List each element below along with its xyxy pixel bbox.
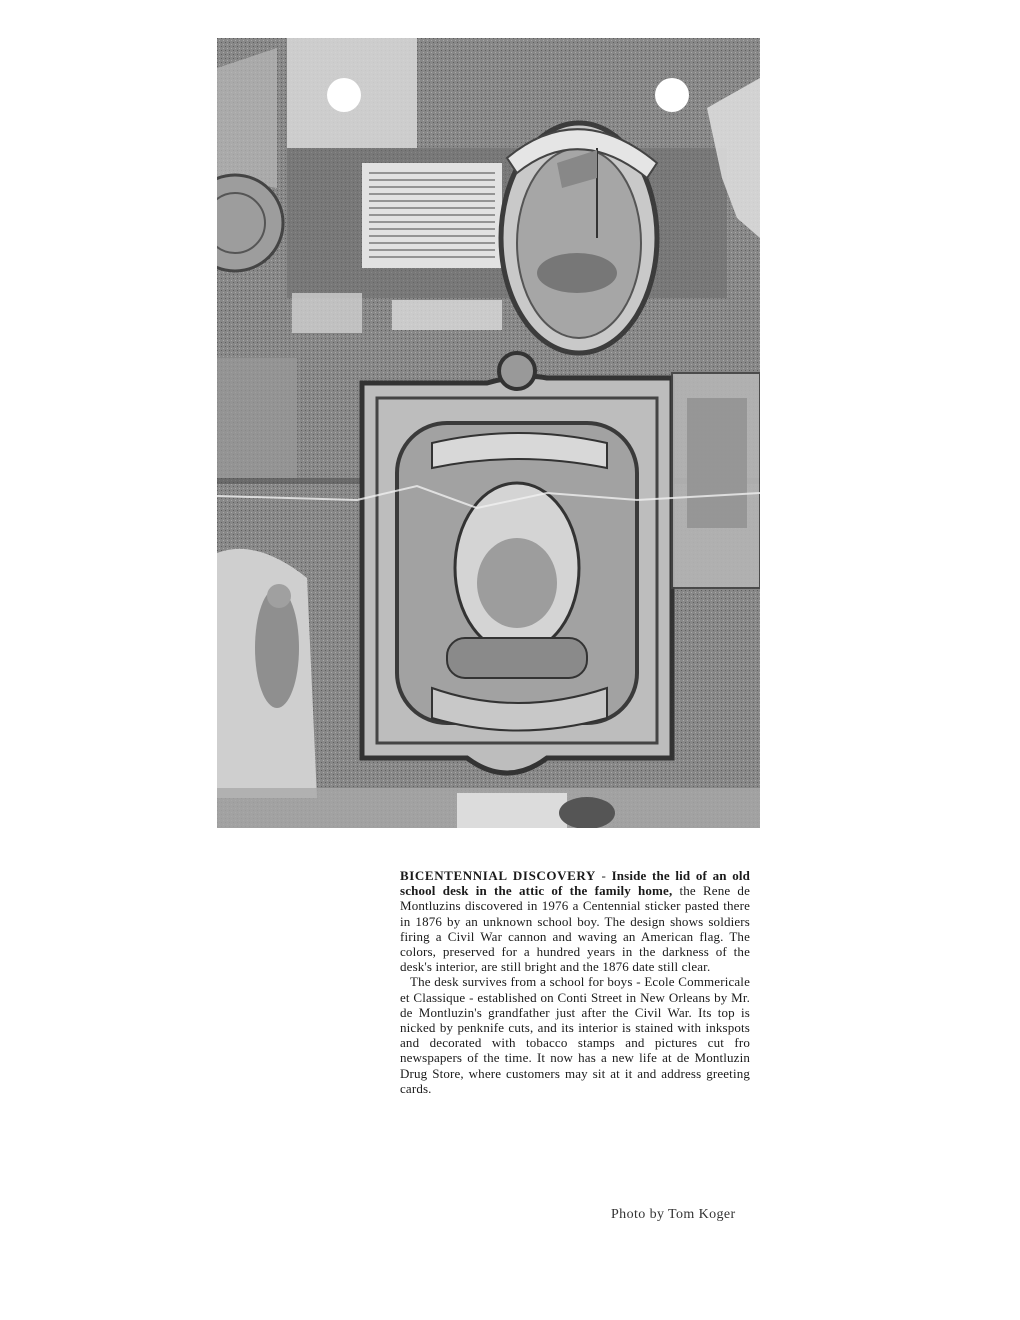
photo-credit: Photo by Tom Koger [611,1207,736,1222]
centennial-sticker [501,123,657,353]
caption-separator: - [595,868,612,883]
photo-caption [400,868,750,1096]
caption-headline: BICENTENNIAL DISCOVERY [400,868,596,883]
photo-halftone [217,38,760,828]
caption-lead: Inside the lid of an old school desk in the attic of the family home, [400,868,751,899]
liberty-tobacco-stamp [362,353,672,773]
punch-hole-right [655,78,689,112]
desk-lid-photo [217,38,760,828]
pennant-fragment [217,48,277,188]
figure-picture [217,549,317,798]
newspaper-clipping [362,163,502,268]
caption-body-1: the Rene de Montluzins discovered in 1976 a Centennial sticker pasted there in 1876 by an unknown school boy. The design shows soldiers firing a Civil War cannon and waving an American flag. The colors, preserved for a hundred years in the darkness of the desk's interior, are still bright and the 1876 date still clear. [400,883,751,975]
caption-paragraph-1 [400,868,750,974]
punch-hole-left [327,78,361,112]
caption-paragraph-2: The desk survives from a school for boys - Ecole Commericale et Classique - established on Conti Street in New Orleans by Mr. de Montluzin's grandfather just after the Civil War. Its top is nicked by penknife cuts, and its interior is stained with inkspots and decorated with tobacco stamps and pictures cut fro newspapers of the time. It now has a new life at de Montluzin Drug Store, where customers may sit at it and address greeting cards. [400,974,750,1096]
